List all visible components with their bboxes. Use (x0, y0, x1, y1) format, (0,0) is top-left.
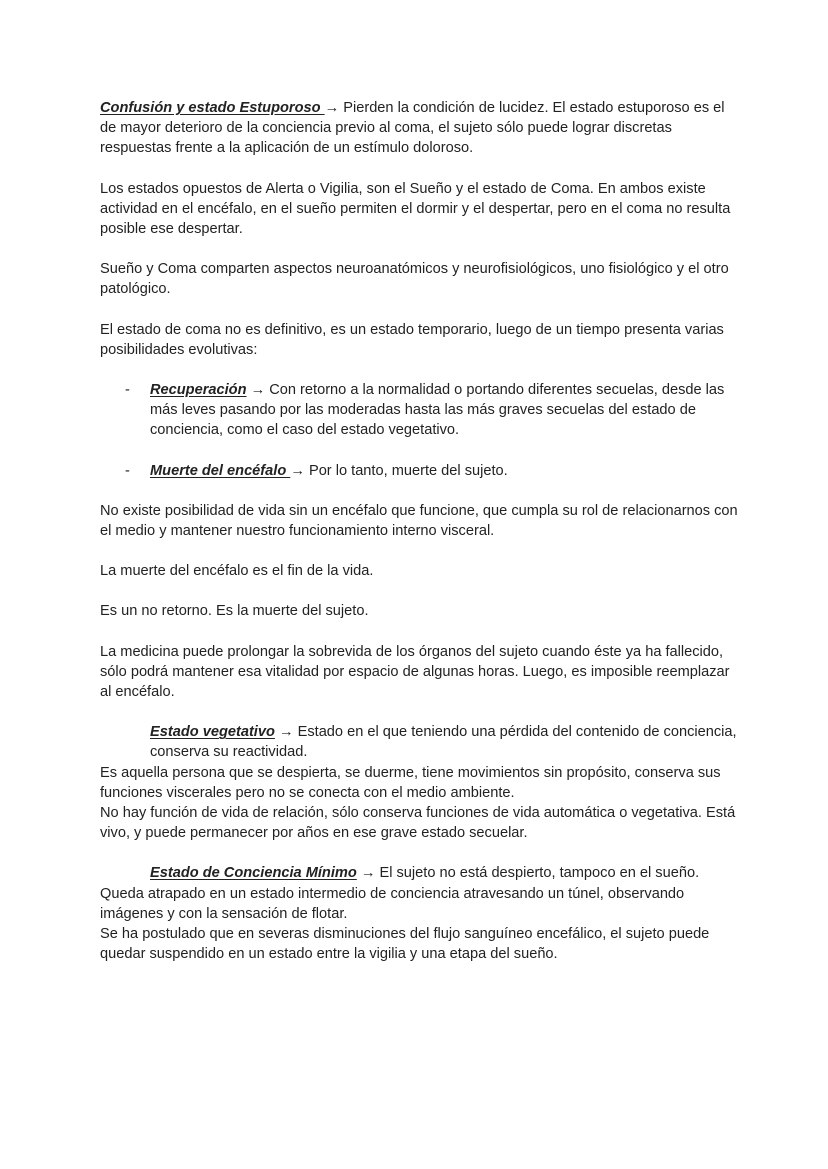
vegetativo-definition-text: → Estado en el que teniendo una pérdida del contenido de conciencia, conserva su reactividad. (150, 724, 737, 761)
minimo-definition (100, 863, 760, 883)
paragraph-medicina: La medicina puede prolongar la sobrevida de los órganos del sujeto cuando éste ya ha fallecido, sólo podrá mantener esa vitalidad por espacio de algunas horas. Luego, es imposible reemplazar al encéfalo. (100, 643, 730, 701)
minimo-definition-text: → El sujeto no está despierto, tampoco en el sueño. (356, 865, 700, 882)
paragraph-sueno-coma: Sueño y Coma comparten aspectos neuroanatómicos y neurofisiológicos, uno fisiológico y el otro patológico. (100, 261, 729, 298)
minimo-line-3: Se ha postulado que en severas disminuciones del flujo sanguíneo encefálico, el sujeto puede quedar suspendido en un estado entre la vigilia y una etapa del sueño. (100, 926, 710, 963)
paragraph-estados-opuestos: Los estados opuestos de Alerta o Vigilia, son el Sueño y el estado de Coma. En ambos existe actividad en el encéfalo, en el sueño permiten el dormir y el despertar, pero en el coma no resulta posible ese despertar. (100, 180, 731, 238)
term-conciencia-minimo: Estado de Conciencia Mínimo (150, 865, 357, 882)
list-bullet: - (125, 382, 130, 399)
paragraph-sin-encefalo: No existe posibilidad de vida sin un encéfalo que funcione, que cumpla su rol de relacionarnos con el medio y mantener nuestro funcionamiento interno visceral. (100, 502, 738, 540)
paragraph-coma-temporario: El estado de coma no es definitivo, es un estado temporario, luego de un tiempo presenta varias posibilidades evolutivas: (100, 321, 724, 358)
vegetativo-line-2: Es aquella persona que se despierta, se duerme, tiene movimientos sin propósito, conserva sus funciones viscerales pero no se conecta con el medio ambiente. (100, 764, 721, 801)
vegetativo-line-3: No hay función de vida de relación, sólo conserva funciones de vida automática o vegetativa. Está vivo, y puede permanecer por años en ese grave estado secuelar. (100, 805, 736, 842)
paragraph-confusion-text: → Pierden la condición de lucidez. El estado estuporoso es el de mayor deterioro de la conciencia previo al coma, el sujeto sólo puede lograr discretas respuestas frente a la aplicación de un estímulo doloroso. (100, 100, 725, 157)
list-item-muerte (100, 461, 740, 481)
term-estado-vegetativo: Estado vegetativo (150, 724, 275, 741)
paragraph-fin-vida: La muerte del encéfalo es el fin de la vida. (100, 563, 374, 580)
term-confusion: Confusión y estado Estuporoso (100, 100, 325, 116)
minimo-line-2: Queda atrapado en un estado intermedio de conciencia atravesando un túnel, observando imágenes y con la sensación de flotar. (100, 885, 685, 922)
list-item-text: → Por lo tanto, muerte del sujeto. (290, 462, 508, 479)
term-recuperacion: Recuperación (150, 382, 247, 399)
paragraph-no-retorno: Es un no retorno. Es la muerte del sujeto. (100, 603, 369, 620)
evolution-list (100, 380, 740, 481)
list-item-text: → Con retorno a la normalidad o portando diferentes secuelas, desde las más leves pasando por las moderadas hasta las más graves secuelas del estado de conciencia, como el caso del estado vegetativo. (150, 382, 725, 439)
document-page (100, 98, 740, 965)
term-muerte-encefalo: Muerte del encéfalo (150, 462, 291, 479)
section-estado-vegetativo (100, 722, 740, 843)
list-item-recuperacion (100, 380, 740, 441)
paragraph-confusion (100, 98, 740, 159)
section-conciencia-minimo (100, 863, 740, 964)
vegetativo-definition (100, 722, 740, 762)
list-bullet: - (125, 462, 130, 479)
